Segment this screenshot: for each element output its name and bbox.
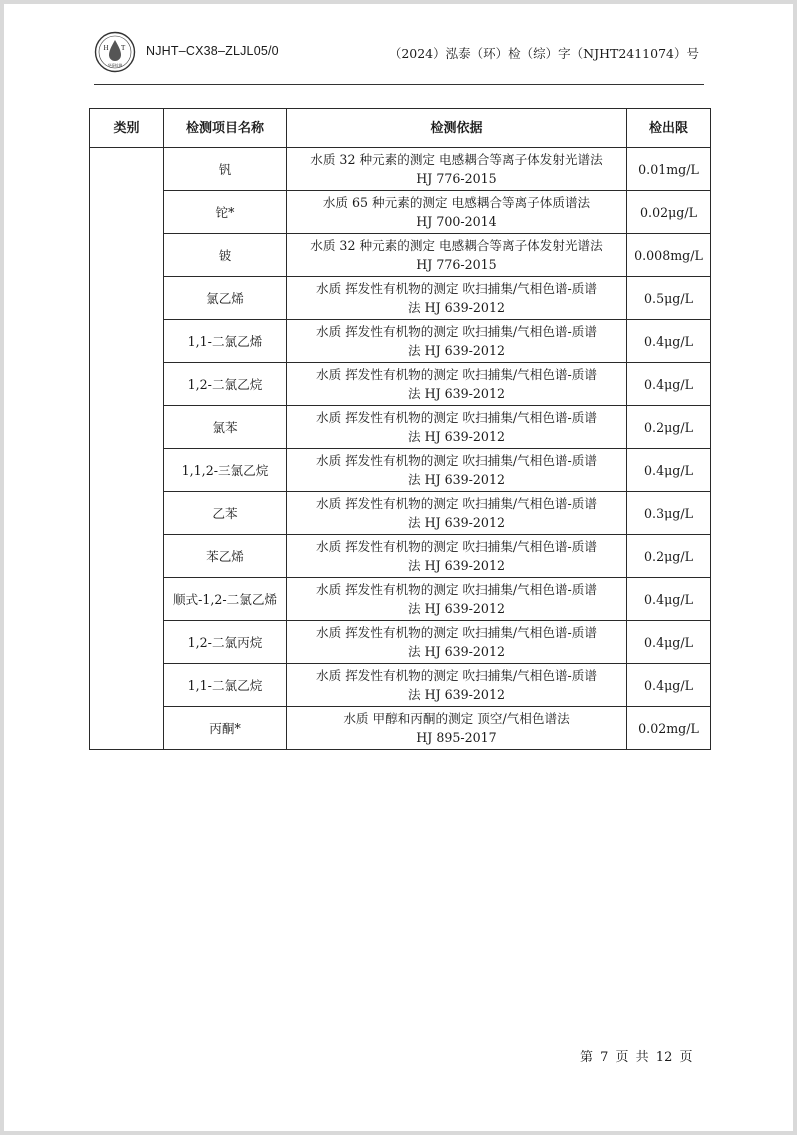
document-page xyxy=(4,4,793,1131)
page-header xyxy=(94,26,709,86)
method-line: 水质 32 种元素的测定 电感耦合等离子体发射光谱法 xyxy=(310,152,603,167)
item-name-cell: 1,1-二氯乙烷 xyxy=(164,664,287,707)
item-name-cell: 1,1,2-三氯乙烷 xyxy=(164,449,287,492)
item-name-cell: 1,1-二氯乙烯 xyxy=(164,320,287,363)
method-line: 法 HJ 639-2012 xyxy=(408,300,505,315)
method-cell xyxy=(287,449,627,492)
table-row xyxy=(90,363,711,406)
detection-limit-cell: 0.3μg/L xyxy=(627,492,711,535)
logo-letter-t: T xyxy=(121,44,126,52)
category-cell xyxy=(90,148,164,750)
detection-limit-cell: 0.2μg/L xyxy=(627,406,711,449)
method-line: 水质 挥发性有机物的测定 吹扫捕集/气相色谱-质谱 xyxy=(316,324,597,339)
method-cell xyxy=(287,492,627,535)
item-name-cell: 1,2-二氯丙烷 xyxy=(164,621,287,664)
method-cell xyxy=(287,363,627,406)
method-cell xyxy=(287,664,627,707)
table-row xyxy=(90,148,711,191)
table-row xyxy=(90,664,711,707)
item-name-cell: 1,2-二氯乙烷 xyxy=(164,363,287,406)
method-cell xyxy=(287,148,627,191)
method-line: 水质 挥发性有机物的测定 吹扫捕集/气相色谱-质谱 xyxy=(316,539,597,554)
report-number: （2024）泓泰（环）检（综）字（NJHT2411074）号 xyxy=(388,46,699,61)
method-line: 水质 挥发性有机物的测定 吹扫捕集/气相色谱-质谱 xyxy=(316,410,597,425)
detection-limit-cell: 0.4μg/L xyxy=(627,578,711,621)
method-line: HJ 700-2014 xyxy=(416,214,497,229)
logo-caption: 华泰检测 xyxy=(107,63,123,68)
item-name-cell: 顺式-1,2-二氯乙烯 xyxy=(164,578,287,621)
detection-limit-cell: 0.4μg/L xyxy=(627,320,711,363)
detection-limit-cell: 0.4μg/L xyxy=(627,363,711,406)
table-row xyxy=(90,621,711,664)
detection-limit-cell: 0.2μg/L xyxy=(627,535,711,578)
method-line: 法 HJ 639-2012 xyxy=(408,601,505,616)
column-header-limit: 检出限 xyxy=(627,109,711,148)
company-logo xyxy=(94,31,136,73)
method-line: 水质 65 种元素的测定 电感耦合等离子体质谱法 xyxy=(322,195,591,210)
column-header-item: 检测项目名称 xyxy=(164,109,287,148)
detection-method-table xyxy=(89,108,711,750)
method-line: 水质 挥发性有机物的测定 吹扫捕集/气相色谱-质谱 xyxy=(316,625,597,640)
table-row xyxy=(90,191,711,234)
method-line: HJ 895-2017 xyxy=(416,730,497,745)
method-line: 法 HJ 639-2012 xyxy=(408,558,505,573)
method-line: 水质 甲醇和丙酮的测定 顶空/气相色谱法 xyxy=(343,711,570,726)
detection-limit-cell: 0.4μg/L xyxy=(627,621,711,664)
table-row xyxy=(90,320,711,363)
table-row xyxy=(90,578,711,621)
column-header-category: 类别 xyxy=(90,109,164,148)
method-line: 水质 挥发性有机物的测定 吹扫捕集/气相色谱-质谱 xyxy=(316,582,597,597)
method-line: 法 HJ 639-2012 xyxy=(408,429,505,444)
document-code: NJHT–CX38–ZLJL05/0 xyxy=(146,44,279,58)
item-name-cell: 苯乙烯 xyxy=(164,535,287,578)
table-row xyxy=(90,492,711,535)
method-cell xyxy=(287,406,627,449)
table-row xyxy=(90,707,711,750)
method-cell xyxy=(287,621,627,664)
page-number: 第 7 页 共 12 页 xyxy=(580,1050,693,1065)
item-name-cell: 钒 xyxy=(164,148,287,191)
detection-limit-cell: 0.5μg/L xyxy=(627,277,711,320)
table-row xyxy=(90,406,711,449)
method-line: HJ 776-2015 xyxy=(416,257,497,272)
item-name-cell: 氯苯 xyxy=(164,406,287,449)
method-cell xyxy=(287,277,627,320)
method-line: 法 HJ 639-2012 xyxy=(408,687,505,702)
table-header-row xyxy=(90,109,711,148)
method-line: 水质 挥发性有机物的测定 吹扫捕集/气相色谱-质谱 xyxy=(316,281,597,296)
detection-limit-cell: 0.02μg/L xyxy=(627,191,711,234)
method-line: 水质 挥发性有机物的测定 吹扫捕集/气相色谱-质谱 xyxy=(316,367,597,382)
item-name-cell: 铊* xyxy=(164,191,287,234)
detection-limit-cell: 0.008mg/L xyxy=(627,234,711,277)
method-line: 水质 挥发性有机物的测定 吹扫捕集/气相色谱-质谱 xyxy=(316,453,597,468)
column-header-method: 检测依据 xyxy=(287,109,627,148)
method-cell xyxy=(287,191,627,234)
method-cell xyxy=(287,707,627,750)
method-line: HJ 776-2015 xyxy=(416,171,497,186)
method-cell xyxy=(287,234,627,277)
method-line: 水质 挥发性有机物的测定 吹扫捕集/气相色谱-质谱 xyxy=(316,496,597,511)
table-row xyxy=(90,449,711,492)
item-name-cell: 丙酮* xyxy=(164,707,287,750)
table-row xyxy=(90,234,711,277)
table-row xyxy=(90,535,711,578)
detection-limit-cell: 0.4μg/L xyxy=(627,449,711,492)
item-name-cell: 铍 xyxy=(164,234,287,277)
method-line: 法 HJ 639-2012 xyxy=(408,343,505,358)
method-line: 水质 挥发性有机物的测定 吹扫捕集/气相色谱-质谱 xyxy=(316,668,597,683)
method-line: 法 HJ 639-2012 xyxy=(408,644,505,659)
detection-limit-cell: 0.01mg/L xyxy=(627,148,711,191)
table-row xyxy=(90,277,711,320)
item-name-cell: 乙苯 xyxy=(164,492,287,535)
method-line: 法 HJ 639-2012 xyxy=(408,386,505,401)
method-cell xyxy=(287,535,627,578)
item-name-cell: 氯乙烯 xyxy=(164,277,287,320)
table-body xyxy=(90,148,711,750)
detection-limit-cell: 0.4μg/L xyxy=(627,664,711,707)
method-line: 法 HJ 639-2012 xyxy=(408,515,505,530)
method-cell xyxy=(287,578,627,621)
logo-letter-h: H xyxy=(103,44,109,52)
method-line: 水质 32 种元素的测定 电感耦合等离子体发射光谱法 xyxy=(310,238,603,253)
method-line: 法 HJ 639-2012 xyxy=(408,472,505,487)
header-divider xyxy=(94,84,704,85)
method-cell xyxy=(287,320,627,363)
detection-limit-cell: 0.02mg/L xyxy=(627,707,711,750)
